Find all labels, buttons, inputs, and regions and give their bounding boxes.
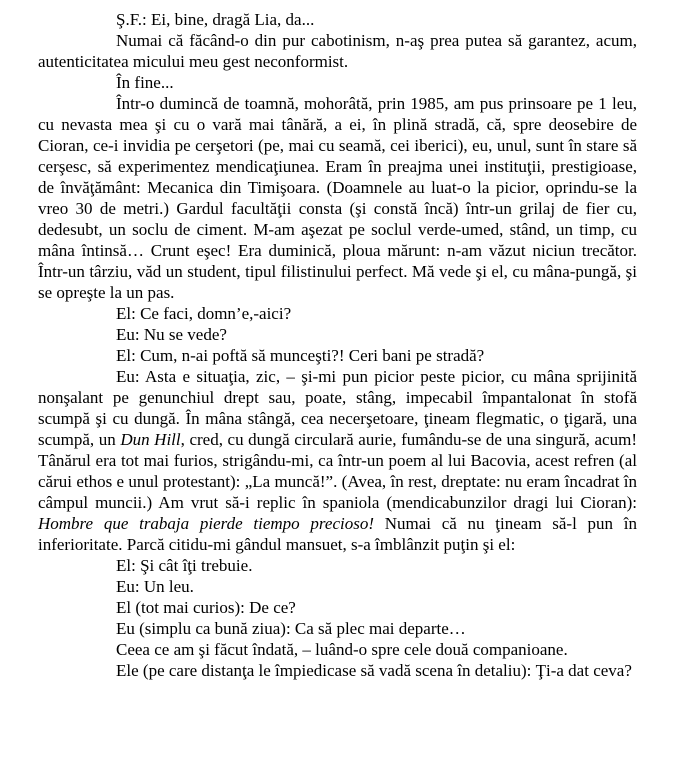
paragraph bbox=[38, 618, 637, 639]
paragraph bbox=[38, 9, 637, 30]
text-run: Ele (pe care distanţa le împiedicase să vadă scena în detaliu): Ţi-a dat ceva? bbox=[116, 661, 632, 680]
paragraph bbox=[38, 660, 637, 681]
text-run: El (tot mai curios): De ce? bbox=[116, 598, 296, 617]
paragraph bbox=[38, 555, 637, 576]
paragraph bbox=[38, 576, 637, 597]
paragraph bbox=[38, 72, 637, 93]
text-run: Numai că nu ţineam să-l pun în inferioritate. Parcă citidu-mi gândul mansuet, s-a îmblânzit puţin şi el: bbox=[38, 514, 638, 554]
text-run: Eu (simplu ca bună ziua): Ca să plec mai departe… bbox=[116, 619, 466, 638]
text-run: Numai că făcând-o din pur cabotinism, n-aş prea putea să garantez, acum, autenticitatea micului meu gest neconformist. bbox=[38, 31, 637, 71]
text-run: Eu: Asta e situaţia, zic, – şi-mi pun picior peste picior, cu mâna sprijinită nonşalant pe genunchiul drept sau, poate, stâng, impecabil împantalonat în stofă scumpă şi cu dungă. În mâna stângă, cea necerşetoare, ţineam flegmatic, o ţigară, una scumpă, un bbox=[38, 367, 637, 449]
paragraph bbox=[38, 597, 637, 618]
paragraph bbox=[38, 366, 637, 555]
text-run: În fine... bbox=[116, 73, 174, 92]
paragraph bbox=[38, 30, 637, 72]
text-run: , cred, cu dungă circulară aurie, fumându-se de una singură, acum! Tânărul era tot mai furios, strigându-mi, ca într-un poem al lui Bacovia, acest refren (al cărui ethos e unul protestant): „La muncă!”. (Avea, în rest, dreptate: nu eram încadrat în câmpul muncii.) Am vrut să-i replic în spaniola (mendicabunzilor dragi lui Cioran): bbox=[38, 430, 637, 512]
paragraph bbox=[38, 324, 637, 345]
text-run: El: Cum, n-ai poftă să munceşti?! Ceri bani pe stradă? bbox=[116, 346, 485, 365]
text-run: Eu: Un leu. bbox=[116, 577, 194, 596]
paragraph bbox=[38, 345, 637, 366]
text-run: Ceea ce am şi făcut îndată, – luând-o spre cele două companioane. bbox=[116, 640, 568, 659]
paragraph bbox=[38, 303, 637, 324]
paragraph bbox=[38, 639, 637, 660]
text-run: El: Ce faci, domn’e,-aici? bbox=[116, 304, 292, 323]
italic-text-run: Dun Hill bbox=[120, 430, 181, 449]
text-run: Eu: Nu se vede? bbox=[116, 325, 227, 344]
italic-text-run: Hombre que trabaja pierde tiempo precioso! bbox=[38, 514, 374, 533]
paragraph bbox=[38, 93, 637, 303]
text-run: Ş.F.: Ei, bine, dragă Lia, da... bbox=[116, 10, 315, 29]
text-run: El: Şi cât îţi trebuie. bbox=[116, 556, 253, 575]
text-run: Într-o dumincă de toamnă, mohorâtă, prin 1985, am pus prinsoare pe 1 leu, cu nevasta mea şi cu o vară mai tânără, a ei, în plină stradă, că, spre deosebire de Cioran, ce-i invidia pe cerşetori (pe, mai cu seamă, cei iberici), eu, unul, sunt în stare să cerşesc, să experimentez mendicaţiunea. Eram în preajma unei instituţii, prestigioase, de învăţământ: Mecanica din Timişoara. (Doamnele au luat-o la picior, oprindu-se la vreo 30 de metri.) Gardul facultăţii consta (şi constă încă) într-un grilaj de fier cu, dedesubt, un soclu de ciment. M-am aşezat pe soclul verde-umed, stând, un timp, cu mâna întinsă… Crunt eşec! Era duminică, ploua mărunt: n-am văzut niciun trecător. Într-un târziu, văd un student, tipul filistinului perfect. Mă vede şi el, cu mâna-pungă, şi se opreşte la un pas. bbox=[38, 94, 637, 302]
